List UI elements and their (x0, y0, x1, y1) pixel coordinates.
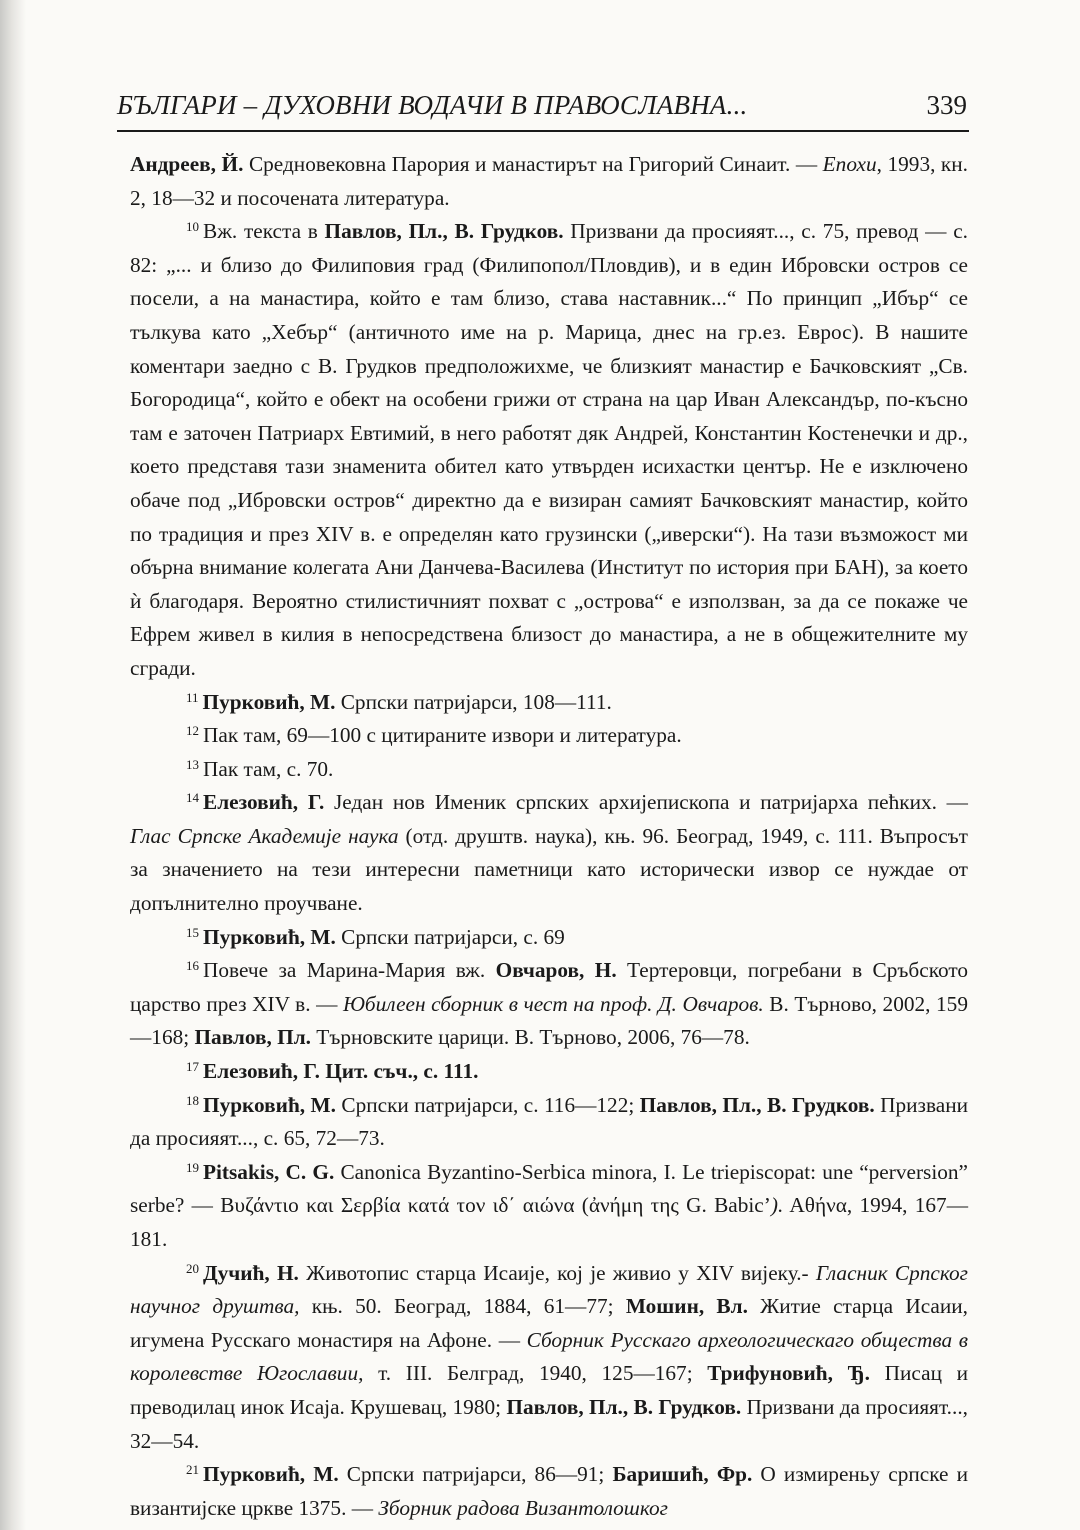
footnote-text: књ. 50. Београд, 1884, 61—77; (299, 1294, 626, 1319)
footnote-number: 17 (186, 1059, 199, 1075)
author-name: Елезовић, Г. Цит. съч., с. 111. (203, 1059, 479, 1084)
author-name: Баришић, Фр. (612, 1462, 753, 1487)
footnote-number: 13 (186, 756, 199, 772)
footnote-16 (130, 954, 968, 1055)
footnote-14 (130, 786, 968, 920)
author-name: Павлов, Пл., В. Грудков. (506, 1394, 742, 1419)
footnote-text: Призвани да просияят..., 32—54. (130, 1394, 968, 1453)
publication-title: Зборник радова Византолошког (378, 1495, 668, 1520)
author-name: Pitsakis, C. G. (203, 1159, 335, 1184)
footnote-text: , 1993, кн. 2, 18—32 и посочената литература. (130, 152, 969, 210)
footnote-text: В. Търново, 2002, 159—168; (130, 991, 968, 1050)
footnote-continuation (130, 148, 968, 215)
footnotes-body (130, 148, 968, 1525)
publication-title: Юбилеен сборник в чест на проф. Д. Овчаров. (342, 991, 764, 1016)
footnote-11 (130, 686, 968, 720)
footnote-text: Писац и преводилац инок Исаја. Крушевац, 1980; (130, 1361, 969, 1419)
author-name: Пурковић, М. (203, 1092, 336, 1117)
author-name: Павлов, Пл., В. Грудков. (639, 1092, 875, 1117)
author-name: Андреев, Й. (130, 152, 244, 176)
footnote-text: Призвани да просияят..., с. 75, превод — с. 82: „... и близо до Филиповия град (Филипопол/Пловдив), и в един Ибровски остров се посели, а на манастира, който е там близо, става наставник...“ По принцип „Ибър“ се тълкува като „Хебър“ (античното име на р. Марица, днес на гр.ез. Еврос). В нашите коментари заедно с В. Грудков предположихме, че близкият манастир е Бачковският „Св. Богородица“, който е обект на особени грижи от страна на цар Иван Александър, по-късно там е заточен Патриарх Евтимий, в него работят дяк Андрей, Константин Костенечки и др., което представя тази знаменита обител като утвърден исихастки център. Не е изключено обаче под „Ибровски остров“ директно да е визиран самият Бачковският манастир, който по традиция и през XIV в. е определян като грузински („иверски“). На тази възможост ми обърна внимание колегата Ани Данчева-Василева (Институт по история при БАН), за което ѝ благодаря. Вероятно стилистичният похват с „острова“ е използван, за да се покаже че Ефрем живел в килия в непосредствена близост до манастира, а не в общежителните му сгради. (130, 219, 968, 680)
footnote-text: Српски патријарси, с. 116—122; (335, 1092, 640, 1117)
footnote-number: 11 (186, 689, 199, 705)
footnote-21 (130, 1458, 968, 1525)
author-name: Мошин, Вл. (625, 1294, 748, 1319)
footnote-text: Српски патријарси, 108—111. (335, 689, 612, 714)
publication-title: Гласник Српског научног друштва, (130, 1260, 968, 1319)
footnote-10 (130, 215, 968, 685)
footnote-number: 16 (186, 958, 199, 974)
footnote-number: 10 (186, 219, 199, 235)
footnote-text: Тертеровци, погребани в Сръбското царство през XIV в. — (130, 958, 969, 1016)
publication-title: ). (770, 1193, 784, 1218)
footnote-text: Српски патријарси, с. 69 (335, 924, 565, 949)
footnote-text: Животопис старца Исаије, кој је живио у XIV вијеку.- (298, 1260, 816, 1285)
footnote-17 (130, 1055, 968, 1089)
publication-title: Сборник Русскаго археологическаго общества в королевстве Югославии, (130, 1327, 968, 1386)
footnote-number: 14 (186, 790, 199, 806)
author-name: Пурковић, М. (203, 1462, 339, 1487)
footnote-text: т. III. Белград, 1940, 125—167; (363, 1361, 708, 1386)
footnote-text: Житие старца Исаии, игумена Русскаго монастиря на Афоне. — (130, 1294, 968, 1352)
running-header (117, 88, 969, 132)
footnote-text: Призвани да просияят..., с. 65, 72—73. (130, 1092, 968, 1151)
footnote-number: 19 (186, 1159, 199, 1175)
footnote-number: 21 (186, 1462, 199, 1478)
footnote-text: Повече за Марина-Мария вж. (203, 958, 496, 983)
footnote-text: Средновековна Парория и манастирът на Григорий Синаит. — (243, 152, 823, 176)
page-number: 339 (926, 90, 967, 120)
author-name: Дучић, Н. (203, 1260, 299, 1285)
author-name: Павлов, Пл. (194, 1025, 311, 1050)
footnote-19 (130, 1156, 968, 1257)
footnote-text: Αθήνα, 1994, 167—181. (130, 1193, 968, 1251)
footnote-text: Пак там, 69—100 с цитираните извори и литература. (203, 723, 682, 748)
footnote-text: Један нов Именик српских архијепископа и патријарха пећких. — (324, 790, 968, 815)
footnote-12 (130, 719, 968, 753)
footnote-text: Търновските царици. В. Търново, 2006, 76—78. (310, 1025, 750, 1050)
footnote-number: 18 (186, 1092, 199, 1108)
author-name: Трифуновић, Ђ. (707, 1361, 870, 1386)
author-name: Пурковић, М. (203, 924, 336, 949)
footnote-20 (130, 1257, 968, 1459)
author-name: Овчаров, Н. (495, 958, 617, 983)
footnote-text: Вж. текста в (203, 219, 325, 244)
author-name: Пурковић, М. (202, 689, 336, 714)
footnote-number: 20 (186, 1260, 199, 1276)
footnote-13 (130, 753, 968, 787)
author-name: Павлов, Пл., В. Грудков. (324, 219, 564, 244)
footnote-text: Српски патријарси, 86—91; (338, 1462, 613, 1487)
footnote-15 (130, 921, 968, 955)
footnote-text: Пак там, с. 70. (203, 756, 334, 781)
footnote-number: 15 (186, 924, 199, 940)
footnote-text: О измиреньу српске и византијске цркве 1375. — (130, 1462, 969, 1520)
footnote-text: Canonica Byzantino-Serbica minora, I. Le triepiscopat: une “perversion” serbe? — Βυζάντιο και Σερβία κατά τον ιδ΄ αιώνα (ἀνήμη της G. Babic’ (130, 1159, 968, 1218)
running-title: БЪЛГАРИ – ДУХОВНИ ВОДАЧИ В ПРАВОСЛАВНА... (117, 90, 748, 120)
publication-title: Глас Српске Академије наука (130, 823, 399, 848)
footnote-number: 12 (186, 723, 199, 739)
page-gutter-shadow (0, 0, 26, 1530)
footnote-18 (130, 1089, 968, 1156)
footnote-text: (отд. друштв. наука), књ. 96. Београд, 1949, с. 111. Въпросът за значението на тези интересни паметници като исторически извор се нуждае от допълнително проучване. (130, 823, 968, 916)
author-name: Елезовић, Г. (203, 790, 325, 815)
publication-title: Епохи (822, 152, 877, 176)
